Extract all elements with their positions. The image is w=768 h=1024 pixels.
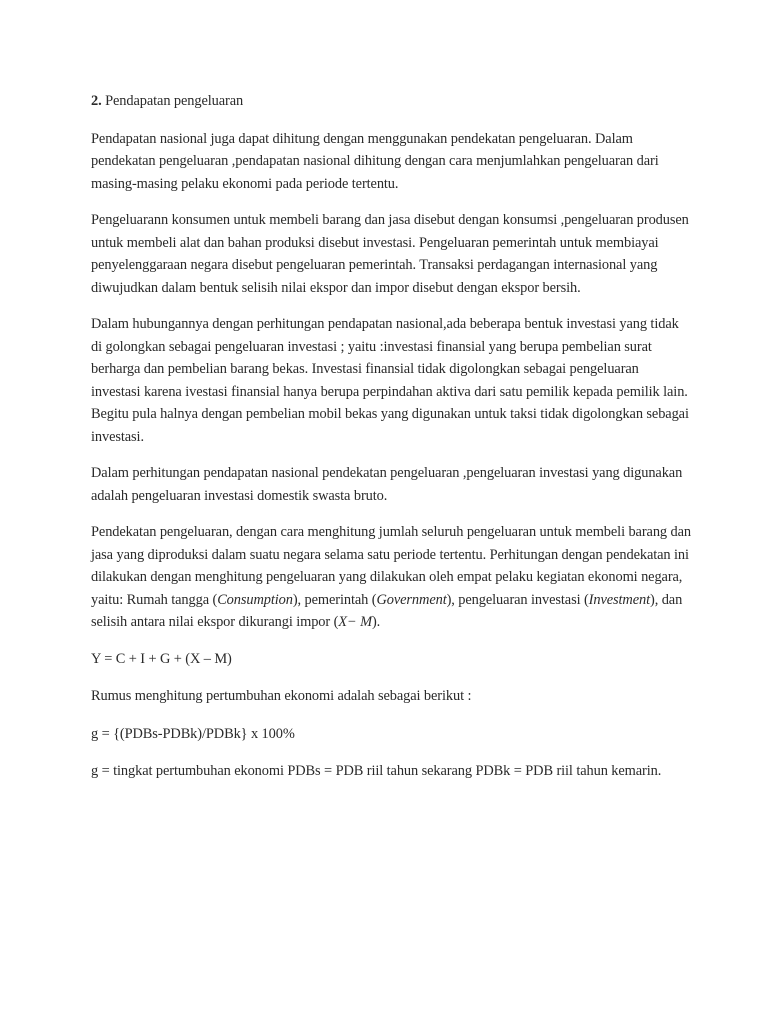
paragraph-gross-investment: Dalam perhitungan pendapatan nasional pendekatan pengeluaran ,pengeluaran investasi yang digunakan adalah pengeluaran investasi domestik swasta bruto. [91,465,683,504]
approach-text-1: Pendekatan pengeluaran, dengan cara menghitung jumlah seluruh pengeluaran untuk membeli barang dan jasa yang diproduksi dalam suatu negara selama satu periode tertentu. Perhitungan dengan pendekatan ini dilakukan dengan menghitung pengeluaran yang dilakukan oleh empat pelaku kegiatan ekonomi negara, yaitu: Rumah tangga ( [91,524,691,608]
section-title: Pendapatan pengeluaran [101,93,244,109]
approach-text-3: ), pengeluaran investasi ( [446,591,589,608]
approach-text-5: ). [371,614,381,630]
approach-text-4: ), dan selisih antara nilai ekspor dikurangi impor ( [91,591,683,630]
section-number: 2. [91,93,102,109]
document-page [91,90,691,797]
paragraph-intro: Pendapatan nasional juga dapat dihitung dengan menggunakan pendekatan pengeluaran. Dalam pendekatan pengeluaran ,pendapatan nasional dihitung dengan cara menjumlahkan pengeluaran dari masing-masing pelaku ekonomi pada periode tertentu. [91,130,659,192]
paragraph-components: Pengeluarann konsumen untuk membeli barang dan jasa disebut dengan konsumsi ,pengeluaran produsen untuk membeli alat dan bahan produksi disebut investasi. Pengeluaran pemerintah untuk membiayai penyelenggaraan negara disebut pengeluaran pemerintah. Transaksi perdagangan internasional yang diwujudkan dalam bentuk selisih nilai ekspor dan impor disebut dengan ekspor bersih. [91,212,689,296]
paragraph-exclusions: Dalam hubungannya dengan perhitungan pendapatan nasional,ada beberapa bentuk investasi yang tidak di golongkan sebagai pengeluaran investasi ; yaitu :investasi finansial yang berupa pembelian surat berharga dan pembelian barang bekas. Investasi finansial tidak digolongkan sebagai pengeluaran investasi karena ivestasi finansial hanya berupa perpindahan aktiva dari satu pemilik kepada pemilik lain. Begitu pula halnya dengan pembelian mobil bekas yang digunakan untuk taksi tidak digolongkan sebagai investasi. [91,316,689,445]
formula-growth-rate: g = {(PDBs-PDBk)/PDBk} x 100% [91,725,295,742]
paragraph-approach [91,521,691,634]
term-government: Government [376,591,447,608]
formula-definitions: g = tingkat pertumbuhan ekonomi PDBs = PDB riil tahun sekarang PDBk = PDB riil tahun kemarin. [91,763,662,779]
term-investment: Investment [588,591,651,608]
section-heading [91,90,691,113]
term-consumption: Consumption [217,591,293,608]
approach-text-2: ), pemerintah ( [292,591,377,608]
term-net-export: X− M [338,614,372,630]
growth-intro: Rumus menghitung pertumbuhan ekonomi adalah sebagai berikut : [91,688,472,704]
formula-national-income: Y = C + I + G + (X – M) [91,650,232,667]
